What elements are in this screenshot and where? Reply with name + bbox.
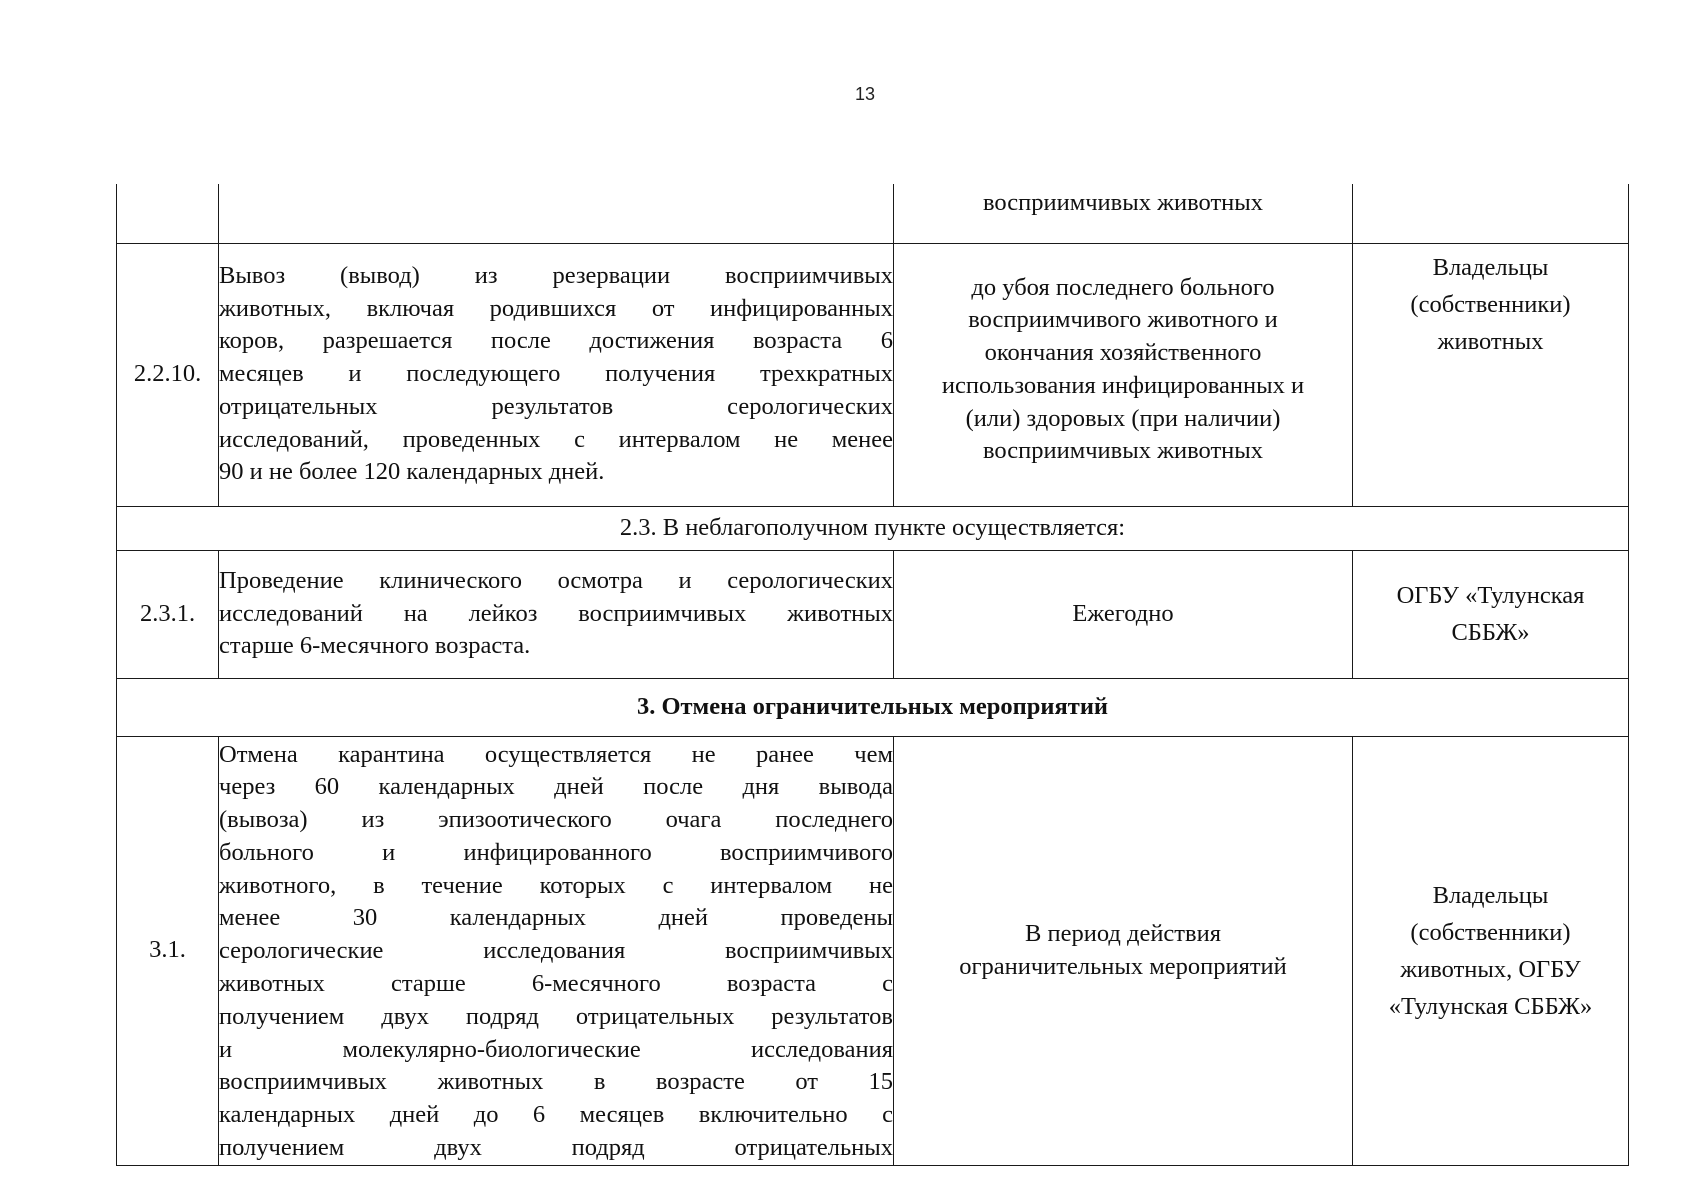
text-line: 90 и не более 120 календарных дней. xyxy=(219,458,605,486)
text-line: календарных дней до 6 месяцев включительно с xyxy=(219,1101,893,1129)
cell-responsible: ОГБУ «Тулунская СББЖ» xyxy=(1353,550,1629,678)
cell-term: Ежегодно xyxy=(894,550,1353,678)
section-title: 2.3. В неблагополучном пункте осуществляется: xyxy=(117,506,1629,550)
text-line: (вывоза) из эпизоотического очага последнего xyxy=(219,806,893,834)
section-title: 3. Отмена ограничительных мероприятий xyxy=(117,678,1629,736)
cell-text xyxy=(219,736,894,1165)
text-lines xyxy=(219,260,893,490)
text-line: получением двух подряд отрицательных результатов xyxy=(219,1002,893,1030)
section-row-2-3 xyxy=(117,506,1629,550)
text-line: коров, разрешается после достижения возраста 6 xyxy=(219,327,893,355)
text-lines xyxy=(219,739,893,1165)
text-line: животных старше 6-месячного возраста с xyxy=(219,970,893,998)
section-row-3 xyxy=(117,678,1629,736)
cell-text xyxy=(219,243,894,506)
text-line: менее 30 календарных дней проведены xyxy=(219,904,893,932)
cell-responsible: Владельцы (собственники) животных, ОГБУ «Тулунская СББЖ» xyxy=(1353,736,1629,1165)
cell-num: 3.1. xyxy=(117,736,219,1165)
text-line: Вывоз (вывод) из резервации восприимчивых xyxy=(219,261,893,289)
text-line: исследований на лейкоз восприимчивых животных xyxy=(219,599,893,627)
table-row-continuation xyxy=(117,184,1629,243)
table-row-2-3-1 xyxy=(117,550,1629,678)
cell-num: 2.2.10. xyxy=(117,243,219,506)
text-line: животных, включая родившихся от инфицированных xyxy=(219,294,893,322)
cell-responsible: Владельцы (собственники) животных xyxy=(1353,243,1629,506)
text-line: Проведение клинического осмотра и серологических xyxy=(219,566,893,594)
cell-num: 2.3.1. xyxy=(117,550,219,678)
cell-text xyxy=(219,550,894,678)
text-line: больного и инфицированного восприимчивого xyxy=(219,838,893,866)
cell-term: восприимчивых животных xyxy=(894,184,1353,243)
text-line: месяцев и последующего получения трехкратных xyxy=(219,360,893,388)
text-line: животного, в течение которых с интервалом не xyxy=(219,871,893,899)
text-line: получением двух подряд отрицательных xyxy=(219,1134,893,1162)
text-line: старше 6-месячного возраста. xyxy=(219,632,531,660)
text-line: отрицательных результатов серологических xyxy=(219,392,893,420)
cell-term: до убоя последнего больного восприимчивого животного и окончания хозяйственного использования инфицированных и (или) здоровых (при наличии) восприимчивых животных xyxy=(894,243,1353,506)
table-row-3-1 xyxy=(117,736,1629,1165)
cell-text xyxy=(219,184,894,243)
text-line: восприимчивых животных в возрасте от 15 xyxy=(219,1068,893,1096)
text-line: исследований, проведенных с интервалом не менее xyxy=(219,425,893,453)
text-line: Отмена карантина осуществляется не ранее чем xyxy=(219,740,893,768)
text-line: и молекулярно-биологические исследования xyxy=(219,1035,893,1063)
cell-responsible xyxy=(1353,184,1629,243)
table-row-2-2-10 xyxy=(117,243,1629,506)
cell-num xyxy=(117,184,219,243)
measures-table xyxy=(116,184,1629,1166)
text-line: через 60 календарных дней после дня вывода xyxy=(219,773,893,801)
page-number: 13 xyxy=(854,84,876,104)
cell-term: В период действия ограничительных мероприятий xyxy=(894,736,1353,1165)
text-lines xyxy=(219,565,893,663)
text-line: серологические исследования восприимчивых xyxy=(219,937,893,965)
